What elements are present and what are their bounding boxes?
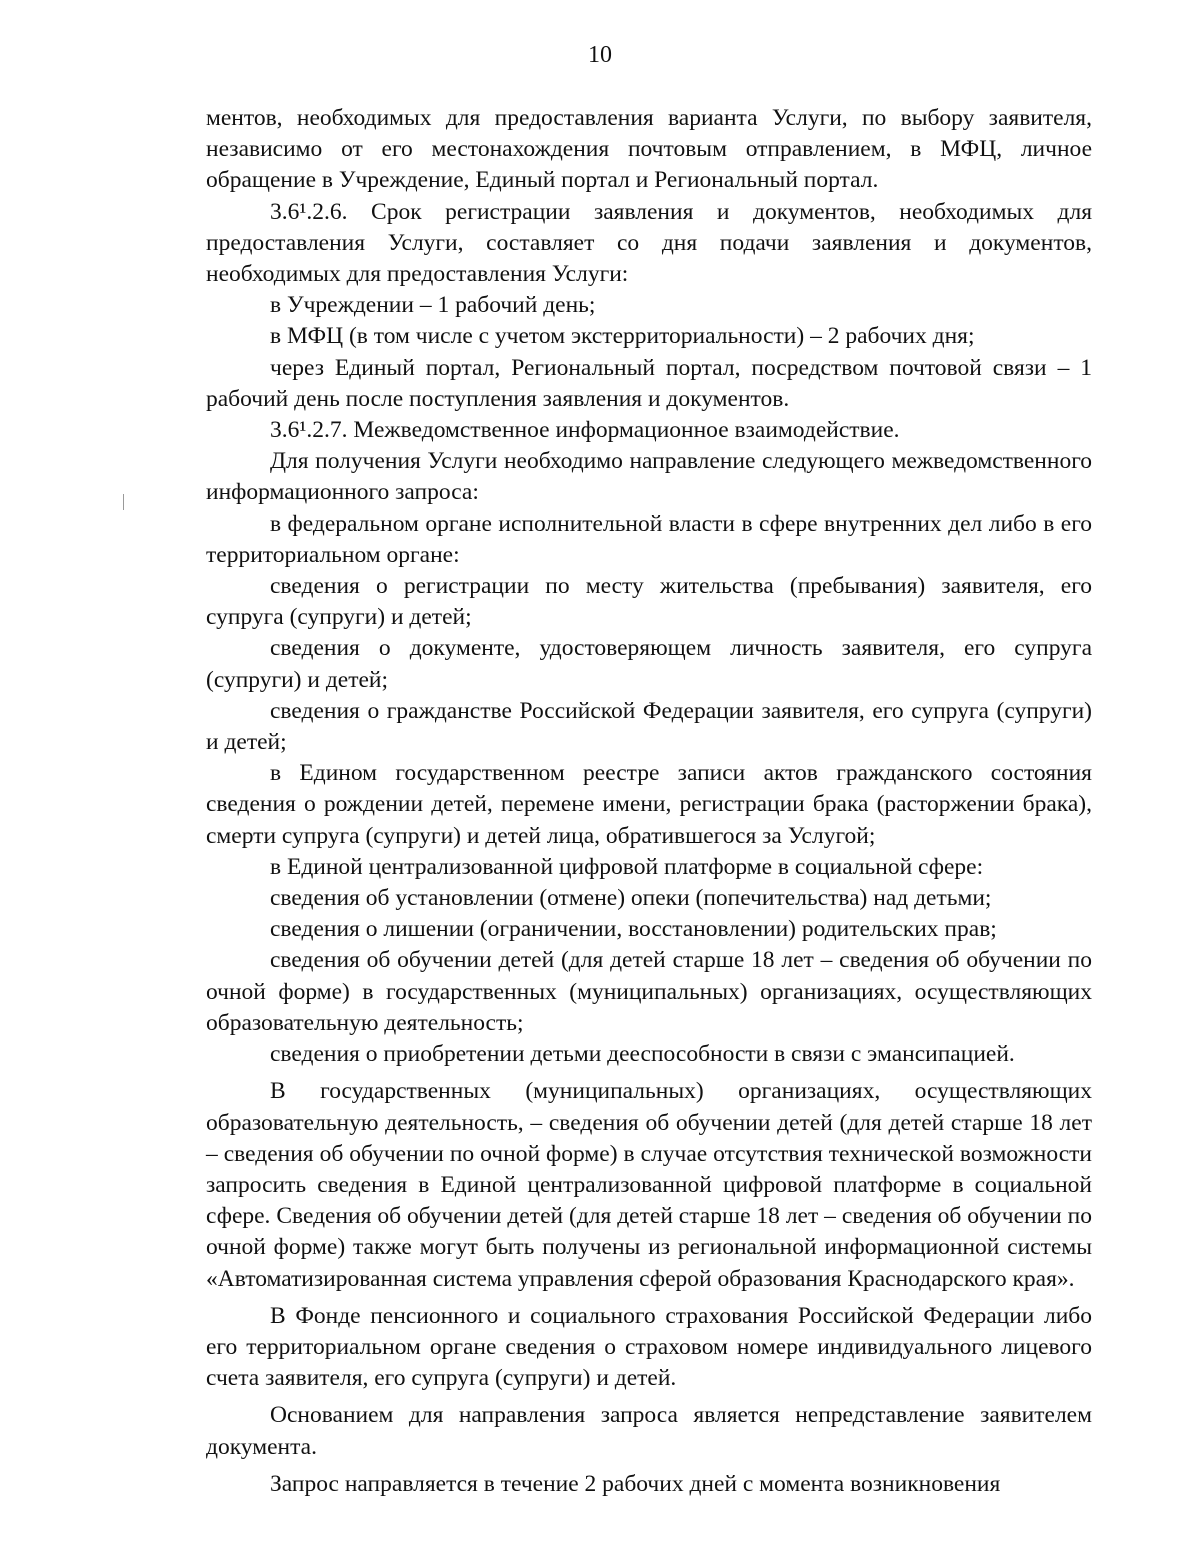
paragraph-emancipation-info: сведения о приобретении детьми дееспособности в связи с эмансипацией. — [270, 1041, 1015, 1068]
paragraph-identity-document-info: сведения о документе, удостоверяющем личность заявителя, его супруга (супруги) и детей; — [206, 635, 1092, 693]
paragraph-term-institution: в Учреждении – 1 рабочий день; — [270, 292, 596, 319]
paragraph-interagency-heading: 3.6¹.2.7. Межведомственное информационное взаимодействие. — [270, 417, 900, 444]
paragraph-parental-rights-info: сведения о лишении (ограничении, восстановлении) родительских прав; — [270, 916, 997, 943]
paragraph-educational-organizations: В государственных (муниципальных) организациях, осуществляющих образовательную деятельность, – сведения об обучении детей (для детей старше 18 лет – сведения об обучении по очной форме) в случае отсутствия технической возможности запросить сведения в Единой централизованной цифровой платформе в социальной сфере. Сведения об обучении детей (для детей старше 18 лет – сведения об обучении по очной форме) также могут быть получены из региональной информационной системы «Автоматизированная система управления сферой образования Краснодарского края». — [206, 1078, 1092, 1292]
paragraph-interagency-request: Для получения Услуги необходимо направление следующего межведомственного информационного запроса: — [206, 448, 1092, 506]
paragraph-registration-term: 3.6¹.2.6. Срок регистрации заявления и документов, необходимых для предоставления Услуги, составляет со дня подачи заявления и документов, необходимых для предоставления Услуги: — [206, 198, 1092, 288]
scan-artifact — [123, 494, 124, 510]
paragraph-internal-affairs: в федеральном органе исполнительной власти в сфере внутренних дел либо в его территориальном органе: — [206, 510, 1092, 568]
paragraph-pension-fund: В Фонде пенсионного и социального страхования Российской Федерации либо его территориальном органе сведения о страховом номере индивидуального лицевого счета заявителя, его супруга (супруги) и детей. — [206, 1302, 1092, 1392]
document-body — [206, 103, 1092, 1500]
paragraph-term-mfc: в МФЦ (в том числе с учетом экстерриториальности) – 2 рабочих дня; — [270, 323, 975, 350]
paragraph-guardianship-info: сведения об установлении (отмене) опеки (попечительства) над детьми; — [270, 885, 992, 912]
paragraph-continuation: ментов, необходимых для предоставления варианта Услуги, по выбору заявителя, независимо от его местонахождения почтовым отправлением, в МФЦ, личное обращение в Учреждение, Единый портал и Региональный портал. — [206, 105, 1092, 194]
paragraph-citizenship-info: сведения о гражданстве Российской Федерации заявителя, его супруга (супруги) и детей; — [206, 697, 1092, 756]
paragraph-digital-platform: в Единой централизованной цифровой платформе в социальной сфере: — [270, 853, 984, 880]
paragraph-education-info: сведения об обучении детей (для детей старше 18 лет – сведения об обучении по очной форме) в государственных (муниципальных) организациях, осуществляющих образовательную деятельность; — [206, 947, 1092, 1036]
page-number: 10 — [588, 42, 612, 68]
paragraph-term-portal: через Единый портал, Региональный портал, посредством почтовой связи – 1 рабочий день после поступления заявления и документов. — [206, 354, 1092, 412]
paragraph-request-basis: Основанием для направления запроса является непредставление заявителем документа. — [206, 1402, 1092, 1460]
paragraph-request-deadline: Запрос направляется в течение 2 рабочих дней с момента возникновения — [270, 1470, 1001, 1497]
paragraph-residence-info: сведения о регистрации по месту жительства (пребывания) заявителя, его супруга (супруги) и детей; — [206, 573, 1092, 631]
paragraph-civil-registry: в Едином государственном реестре записи актов гражданского состояния сведения о рождении детей, перемене имени, регистрации брака (расторжении брака), смерти супруга (супруги) и детей лица, обратившегося за Услугой; — [206, 760, 1092, 849]
